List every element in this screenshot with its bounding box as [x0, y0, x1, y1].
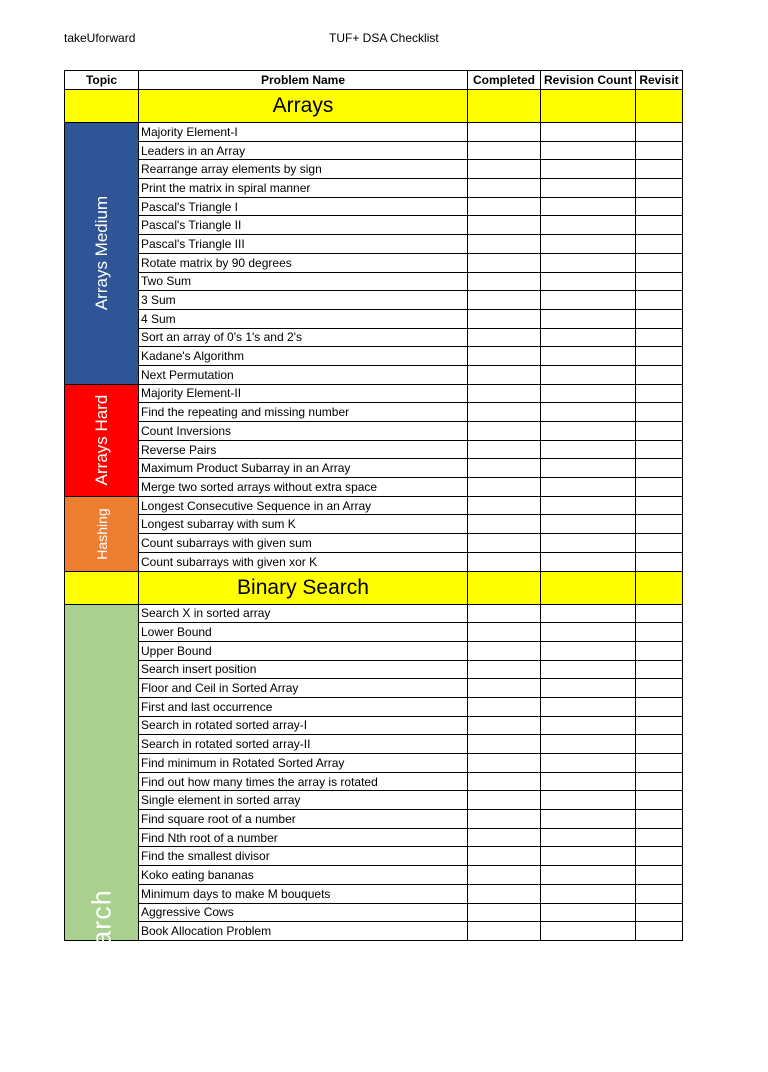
revision-count-cell[interactable]: [541, 697, 636, 716]
revision-count-cell[interactable]: [541, 253, 636, 272]
table-row: [65, 697, 683, 716]
topic-group-cell: [65, 384, 139, 496]
problem-name: Longest Consecutive Sequence in an Array: [139, 496, 468, 515]
revision-count-cell[interactable]: [541, 160, 636, 179]
revision-count-cell[interactable]: [541, 347, 636, 366]
revisit-cell[interactable]: [636, 197, 683, 216]
problem-name: Count Inversions: [139, 422, 468, 441]
revision-count-cell[interactable]: [541, 552, 636, 571]
completed-cell[interactable]: [468, 716, 541, 735]
completed-cell[interactable]: [468, 365, 541, 384]
revision-count-cell[interactable]: [541, 440, 636, 459]
table-row: [65, 735, 683, 754]
section-title: Arrays: [139, 90, 468, 123]
revision-count-cell[interactable]: [541, 810, 636, 829]
topic-group-cell: [65, 123, 139, 385]
problem-name: Two Sum: [139, 272, 468, 291]
problem-name: Maximum Product Subarray in an Array: [139, 459, 468, 478]
completed-cell[interactable]: [468, 754, 541, 773]
revisit-cell[interactable]: [636, 679, 683, 698]
revision-count-cell[interactable]: [541, 604, 636, 623]
revisit-cell[interactable]: [636, 697, 683, 716]
table-row: [65, 272, 683, 291]
completed-cell[interactable]: [468, 422, 541, 441]
section-header-row: [65, 90, 683, 123]
table-row: [65, 440, 683, 459]
table-row: [65, 384, 683, 403]
revisit-cell[interactable]: [636, 552, 683, 571]
table-row: [65, 478, 683, 497]
completed-cell[interactable]: [468, 641, 541, 660]
completed-cell[interactable]: [468, 735, 541, 754]
revisit-cell[interactable]: [636, 459, 683, 478]
revision-count-cell[interactable]: [541, 847, 636, 866]
revision-count-cell[interactable]: [541, 459, 636, 478]
doc-header-left: takeUforward: [64, 31, 136, 45]
topic-group-cell: [65, 604, 139, 1072]
section-revision-count-cell: [541, 571, 636, 604]
revision-count-cell[interactable]: [541, 123, 636, 142]
completed-cell[interactable]: [468, 440, 541, 459]
doc-header-title: TUF+ DSA Checklist: [329, 31, 439, 45]
section-revisit-cell: [636, 90, 683, 123]
problem-name: Find square root of a number: [139, 810, 468, 829]
revision-count-cell[interactable]: [541, 641, 636, 660]
problem-name: Find Nth root of a number: [139, 828, 468, 847]
revisit-cell[interactable]: [636, 403, 683, 422]
revisit-cell[interactable]: [636, 253, 683, 272]
revision-count-cell[interactable]: [541, 478, 636, 497]
revisit-cell[interactable]: [636, 160, 683, 179]
completed-cell[interactable]: [468, 903, 541, 922]
topic-group-cell: [65, 496, 139, 571]
problem-name: Pascal's Triangle II: [139, 216, 468, 235]
revisit-cell[interactable]: [636, 216, 683, 235]
col-header-revision-count: Revision Count: [541, 71, 636, 90]
completed-cell[interactable]: [468, 515, 541, 534]
revision-count-cell[interactable]: [541, 866, 636, 885]
problem-name: Search X in sorted array: [139, 604, 468, 623]
completed-cell[interactable]: [468, 459, 541, 478]
col-header-revisit: Revisit: [636, 71, 683, 90]
revisit-cell[interactable]: [636, 496, 683, 515]
completed-cell[interactable]: [468, 866, 541, 885]
revision-count-cell[interactable]: [541, 235, 636, 254]
revision-count-cell[interactable]: [541, 328, 636, 347]
topic-label: Arrays Medium: [91, 196, 111, 311]
revisit-cell[interactable]: [636, 716, 683, 735]
section-topic-cell: [65, 571, 139, 604]
topic-label: Binary Search: [86, 889, 116, 1072]
revisit-cell[interactable]: [636, 791, 683, 810]
revisit-cell[interactable]: [636, 772, 683, 791]
revisit-cell[interactable]: [636, 272, 683, 291]
checklist-table: [64, 70, 683, 1072]
revisit-cell[interactable]: [636, 291, 683, 310]
completed-cell[interactable]: [468, 552, 541, 571]
problem-name: Rearrange array elements by sign: [139, 160, 468, 179]
revision-count-cell[interactable]: [541, 365, 636, 384]
revision-count-cell[interactable]: [541, 515, 636, 534]
table-row: [65, 623, 683, 642]
table-row: [65, 197, 683, 216]
table-row: [65, 922, 683, 941]
problem-name: Upper Bound: [139, 641, 468, 660]
problem-name: Print the matrix in spiral manner: [139, 179, 468, 198]
revisit-cell[interactable]: [636, 884, 683, 903]
completed-cell[interactable]: [468, 922, 541, 941]
problem-name: Pascal's Triangle I: [139, 197, 468, 216]
table-row: [65, 866, 683, 885]
problem-name: Floor and Ceil in Sorted Array: [139, 679, 468, 698]
problem-name: Sort an array of 0's 1's and 2's: [139, 328, 468, 347]
completed-cell[interactable]: [468, 810, 541, 829]
revisit-cell[interactable]: [636, 754, 683, 773]
table-row: [65, 179, 683, 198]
revisit-cell[interactable]: [636, 141, 683, 160]
table-row: [65, 291, 683, 310]
revision-count-cell[interactable]: [541, 884, 636, 903]
completed-cell[interactable]: [468, 141, 541, 160]
problem-name: Book Allocation Problem: [139, 922, 468, 941]
problem-name: Leaders in an Array: [139, 141, 468, 160]
problem-name: Search insert position: [139, 660, 468, 679]
col-header-problem-name: Problem Name: [139, 71, 468, 90]
completed-cell[interactable]: [468, 478, 541, 497]
table-row: [65, 123, 683, 142]
table-row: [65, 641, 683, 660]
revisit-cell[interactable]: [636, 328, 683, 347]
completed-cell[interactable]: [468, 216, 541, 235]
table-row: [65, 496, 683, 515]
problem-name: Find minimum in Rotated Sorted Array: [139, 754, 468, 773]
completed-cell[interactable]: [468, 847, 541, 866]
problem-name: Merge two sorted arrays without extra space: [139, 478, 468, 497]
completed-cell[interactable]: [468, 347, 541, 366]
completed-cell[interactable]: [468, 623, 541, 642]
revision-count-cell[interactable]: [541, 772, 636, 791]
revisit-cell[interactable]: [636, 179, 683, 198]
completed-cell[interactable]: [468, 123, 541, 142]
section-header-row: [65, 571, 683, 604]
section-topic-cell: [65, 90, 139, 123]
revision-count-cell[interactable]: [541, 903, 636, 922]
revisit-cell[interactable]: [636, 866, 683, 885]
completed-cell[interactable]: [468, 534, 541, 553]
completed-cell[interactable]: [468, 384, 541, 403]
problem-name: Longest subarray with sum K: [139, 515, 468, 534]
completed-cell[interactable]: [468, 772, 541, 791]
revisit-cell[interactable]: [636, 309, 683, 328]
section-completed-cell: [468, 90, 541, 123]
completed-cell[interactable]: [468, 679, 541, 698]
table-row: [65, 403, 683, 422]
revision-count-cell[interactable]: [541, 679, 636, 698]
completed-cell[interactable]: [468, 235, 541, 254]
problem-name: Count subarrays with given xor K: [139, 552, 468, 571]
revisit-cell[interactable]: [636, 922, 683, 941]
table-row: [65, 772, 683, 791]
table-row: [65, 847, 683, 866]
revision-count-cell[interactable]: [541, 197, 636, 216]
table-row: [65, 884, 683, 903]
table-row: [65, 422, 683, 441]
revision-count-cell[interactable]: [541, 660, 636, 679]
table-row: [65, 604, 683, 623]
problem-name: Search in rotated sorted array-II: [139, 735, 468, 754]
col-header-topic: Topic: [65, 71, 139, 90]
table-row: [65, 235, 683, 254]
revisit-cell[interactable]: [636, 641, 683, 660]
revision-count-cell[interactable]: [541, 291, 636, 310]
completed-cell[interactable]: [468, 160, 541, 179]
problem-name: Next Permutation: [139, 365, 468, 384]
revisit-cell[interactable]: [636, 235, 683, 254]
revision-count-cell[interactable]: [541, 422, 636, 441]
revision-count-cell[interactable]: [541, 496, 636, 515]
problem-name: Majority Element-II: [139, 384, 468, 403]
problem-name: Pascal's Triangle III: [139, 235, 468, 254]
table-row: [65, 309, 683, 328]
problem-name: Find the repeating and missing number: [139, 403, 468, 422]
completed-cell[interactable]: [468, 828, 541, 847]
revisit-cell[interactable]: [636, 660, 683, 679]
table-row: [65, 328, 683, 347]
table-row: [65, 660, 683, 679]
problem-name: Search in rotated sorted array-I: [139, 716, 468, 735]
completed-cell[interactable]: [468, 309, 541, 328]
problem-name: First and last occurrence: [139, 697, 468, 716]
completed-cell[interactable]: [468, 791, 541, 810]
table-row: [65, 160, 683, 179]
revision-count-cell[interactable]: [541, 216, 636, 235]
revisit-cell[interactable]: [636, 623, 683, 642]
revision-count-cell[interactable]: [541, 272, 636, 291]
revisit-cell[interactable]: [636, 903, 683, 922]
problem-name: Find the smallest divisor: [139, 847, 468, 866]
problem-name: Lower Bound: [139, 623, 468, 642]
table-row: [65, 552, 683, 571]
revision-count-cell[interactable]: [541, 141, 636, 160]
table-row: [65, 515, 683, 534]
problem-name: Minimum days to make M bouquets: [139, 884, 468, 903]
section-title: Binary Search: [139, 571, 468, 604]
revisit-cell[interactable]: [636, 515, 683, 534]
table-row: [65, 716, 683, 735]
problem-name: Koko eating bananas: [139, 866, 468, 885]
revision-count-cell[interactable]: [541, 754, 636, 773]
revision-count-cell[interactable]: [541, 735, 636, 754]
table-header-row: [65, 71, 683, 90]
revision-count-cell[interactable]: [541, 179, 636, 198]
completed-cell[interactable]: [468, 253, 541, 272]
completed-cell[interactable]: [468, 179, 541, 198]
problem-name: Majority Element-I: [139, 123, 468, 142]
revisit-cell[interactable]: [636, 384, 683, 403]
completed-cell[interactable]: [468, 496, 541, 515]
topic-label: Hashing: [93, 507, 110, 560]
section-completed-cell: [468, 571, 541, 604]
completed-cell[interactable]: [468, 604, 541, 623]
table-row: [65, 534, 683, 553]
revision-count-cell[interactable]: [541, 309, 636, 328]
problem-name: Kadane's Algorithm: [139, 347, 468, 366]
revisit-cell[interactable]: [636, 440, 683, 459]
table-row: [65, 365, 683, 384]
revision-count-cell[interactable]: [541, 716, 636, 735]
section-revisit-cell: [636, 571, 683, 604]
problem-name: Count subarrays with given sum: [139, 534, 468, 553]
revisit-cell[interactable]: [636, 735, 683, 754]
completed-cell[interactable]: [468, 660, 541, 679]
section-revision-count-cell: [541, 90, 636, 123]
table-row: [65, 679, 683, 698]
table-row: [65, 253, 683, 272]
table-body: [65, 90, 683, 1072]
revision-count-cell[interactable]: [541, 922, 636, 941]
revisit-cell[interactable]: [636, 828, 683, 847]
problem-name: Rotate matrix by 90 degrees: [139, 253, 468, 272]
col-header-completed: Completed: [468, 71, 541, 90]
revisit-cell[interactable]: [636, 534, 683, 553]
problem-name: Single element in sorted array: [139, 791, 468, 810]
revisit-cell[interactable]: [636, 123, 683, 142]
revision-count-cell[interactable]: [541, 828, 636, 847]
completed-cell[interactable]: [468, 197, 541, 216]
completed-cell[interactable]: [468, 697, 541, 716]
revisit-cell[interactable]: [636, 422, 683, 441]
revisit-cell[interactable]: [636, 347, 683, 366]
table-row: [65, 216, 683, 235]
completed-cell[interactable]: [468, 328, 541, 347]
completed-cell[interactable]: [468, 403, 541, 422]
revisit-cell[interactable]: [636, 847, 683, 866]
problem-name: Reverse Pairs: [139, 440, 468, 459]
completed-cell[interactable]: [468, 884, 541, 903]
problem-name: 4 Sum: [139, 309, 468, 328]
revision-count-cell[interactable]: [541, 403, 636, 422]
table-row: [65, 347, 683, 366]
revisit-cell[interactable]: [636, 365, 683, 384]
problem-name: Aggressive Cows: [139, 903, 468, 922]
table-row: [65, 903, 683, 922]
completed-cell[interactable]: [468, 291, 541, 310]
table-row: [65, 810, 683, 829]
table-row: [65, 828, 683, 847]
revision-count-cell[interactable]: [541, 791, 636, 810]
completed-cell[interactable]: [468, 272, 541, 291]
revision-count-cell[interactable]: [541, 623, 636, 642]
table-row: [65, 754, 683, 773]
problem-name: Find out how many times the array is rotated: [139, 772, 468, 791]
table-row: [65, 141, 683, 160]
revisit-cell[interactable]: [636, 810, 683, 829]
topic-label: Arrays Hard: [91, 394, 111, 486]
revision-count-cell[interactable]: [541, 534, 636, 553]
table-row: [65, 791, 683, 810]
problem-name: 3 Sum: [139, 291, 468, 310]
revisit-cell[interactable]: [636, 604, 683, 623]
revision-count-cell[interactable]: [541, 384, 636, 403]
revisit-cell[interactable]: [636, 478, 683, 497]
table-row: [65, 459, 683, 478]
